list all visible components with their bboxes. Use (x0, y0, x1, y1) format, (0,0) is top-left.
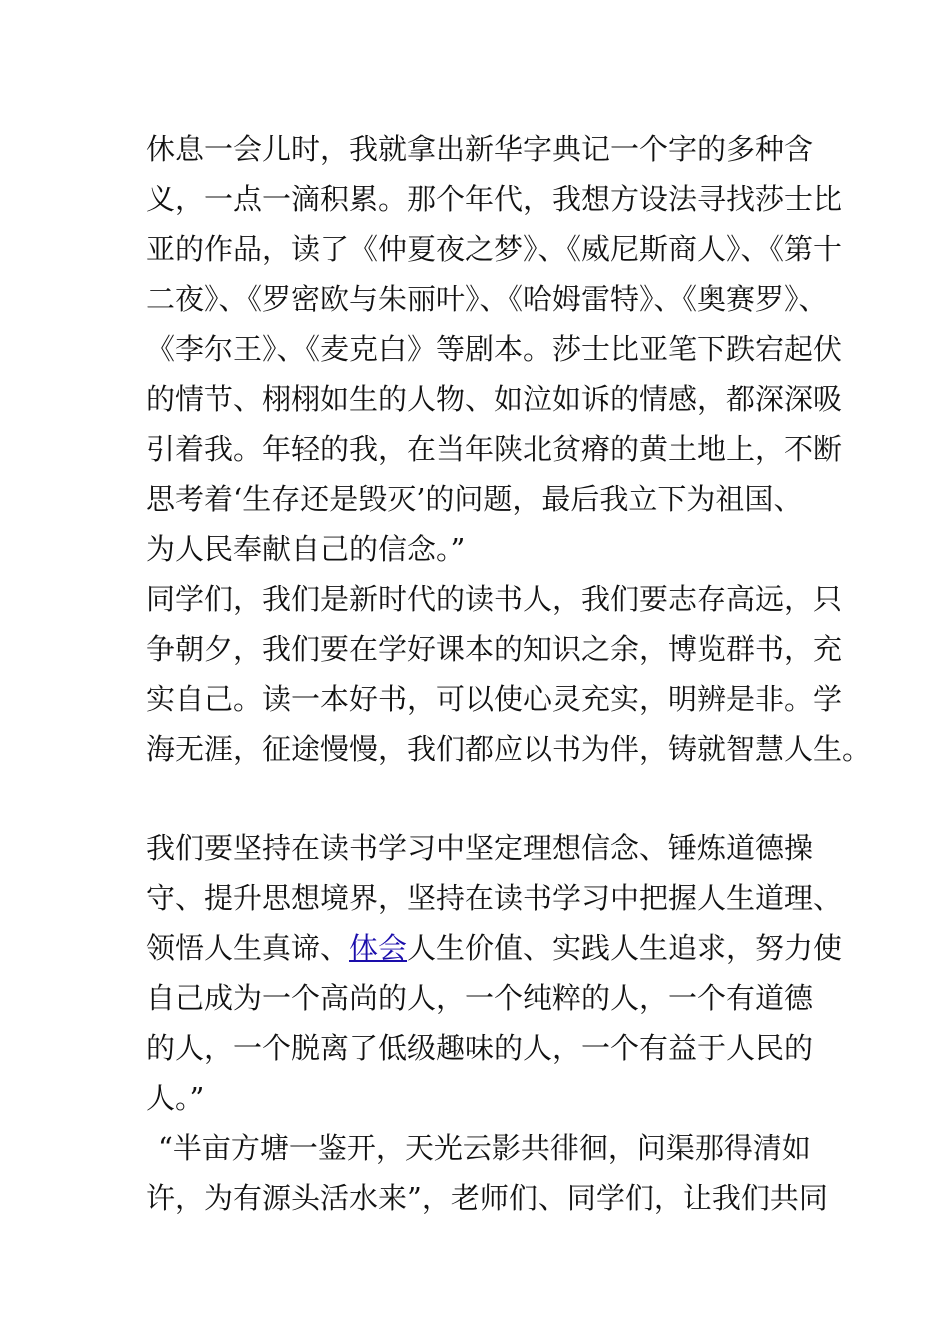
text-line: 自己成为一个高尚的人，一个纯粹的人，一个有道德 (146, 981, 814, 1015)
text-line: 守、提升思想境界，坚持在读书学习中把握人生道理、 (146, 881, 843, 915)
text-segment: 人生价值、实践人生追求，努力使 (407, 931, 843, 965)
text-line: 实自己。读一本好书，可以使心灵充实，明辨是非。学 (146, 682, 843, 716)
paragraph-poem (158, 1123, 858, 1173)
text-line: 义，一点一滴积累。那个年代，我想方设法寻找莎士比 (146, 182, 843, 216)
text-line: “半亩方塘一鉴开，天光云影共徘徊，问渠那得清如 (158, 1131, 811, 1165)
text-line: 争朝夕，我们要在学好课本的知识之余，博览群书，充 (146, 632, 843, 666)
text-line: 亚的作品，读了《仲夏夜之梦》、《威尼斯商人》、《第十 (146, 232, 843, 266)
text-line: 海无涯，征途慢慢，我们都应以书为伴，铸就智慧人生。 (146, 732, 872, 766)
paragraph-shakespeare (146, 124, 846, 574)
paragraph-poem-cont (146, 1173, 846, 1223)
text-segment: 领悟人生真谛、 (146, 931, 350, 965)
text-line: 的情节、栩栩如生的人物、如泣如诉的情感，都深深吸 (146, 382, 843, 416)
text-line: 为人民奉献自己的信念。” (146, 532, 466, 566)
text-line: 引着我。年轻的我，在当年陕北贫瘠的黄土地上，不断 (146, 432, 843, 466)
text-line: 人。” (146, 1081, 205, 1115)
text-line: 的人，一个脱离了低级趣味的人，一个有益于人民的 (146, 1031, 814, 1065)
text-line: 休息一会儿时，我就拿出新华字典记一个字的多种含 (146, 132, 814, 166)
paragraph-ideals (146, 823, 846, 1123)
tihui-link[interactable]: 体会 (349, 931, 408, 965)
text-line (146, 923, 846, 973)
text-line: 同学们，我们是新时代的读书人，我们要志存高远，只 (146, 582, 843, 616)
text-line: 我们要坚持在读书学习中坚定理想信念、锤炼道德操 (146, 831, 814, 865)
text-line: 二夜》、《罗密欧与朱丽叶》、《哈姆雷特》、《奥赛罗》、 (146, 282, 828, 316)
text-line: 许，为有源头活水来”，老师们、同学们，让我们共同 (146, 1181, 828, 1215)
text-line: 思考着‘生存还是毁灭’的问题，最后我立下为祖国、 (146, 482, 803, 516)
text-line: 《李尔王》、《麦克白》等剧本。莎士比亚笔下跌宕起伏 (146, 332, 843, 366)
paragraph-students (146, 574, 872, 774)
